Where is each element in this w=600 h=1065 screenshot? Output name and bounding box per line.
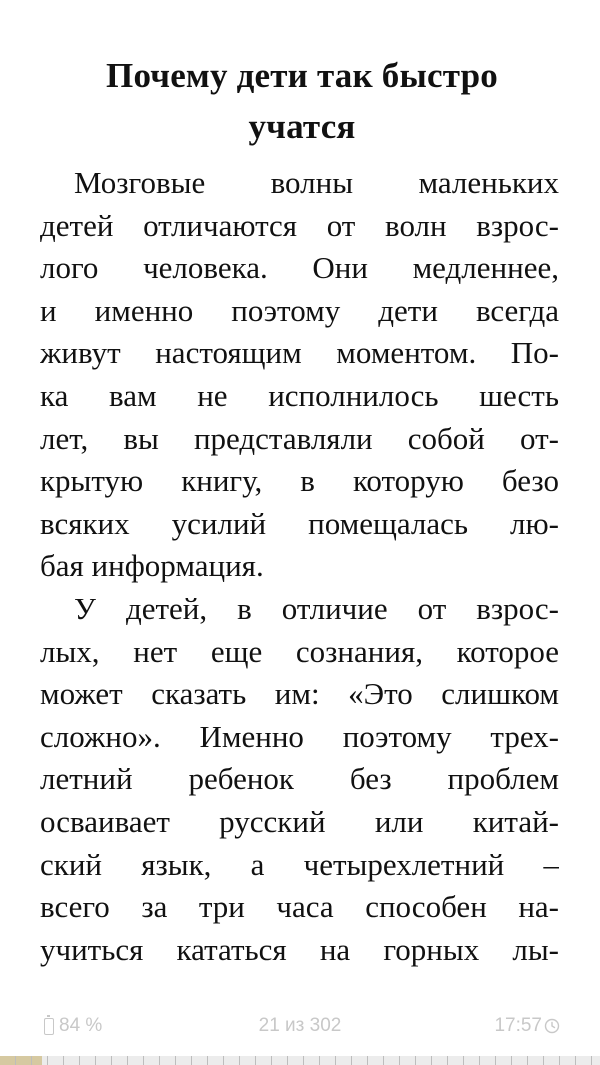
text-line: всего за три часа способен на- [40, 889, 559, 925]
text-line: детей отличаются от волн взрос- [40, 207, 559, 243]
text-line: учиться кататься на горных лы- [40, 931, 559, 967]
chapter-title [40, 50, 564, 152]
text-line: лых, нет еще сознания, которое [40, 633, 559, 669]
reading-progress-bar[interactable] [0, 1056, 600, 1065]
text-line: осваивает русский или китай- [40, 803, 559, 839]
book-text [40, 162, 559, 971]
text-line: лет, вы представляли собой от- [40, 420, 559, 456]
reader-status-bar [0, 1010, 600, 1046]
clock [494, 1015, 560, 1037]
chapter-title-line: учатся [248, 107, 356, 146]
text-line: сложно». Именно поэтому трех- [40, 718, 559, 754]
text-line: лого человека. Они медленнее, [40, 250, 559, 286]
clock-time: 17:57 [494, 1015, 542, 1036]
text-line: летний ребенок без проблем [40, 761, 559, 797]
clock-icon [544, 1018, 560, 1034]
text-line: Мозговые волны маленьких [74, 165, 559, 200]
text-line: и именно поэтому дети всегда [40, 292, 559, 328]
text-line: ка вам не исполнилось шесть [40, 377, 559, 413]
text-line: всяких усилий помещалась лю- [40, 505, 559, 541]
text-line: ский язык, а четырехлетний – [40, 846, 559, 882]
progress-ticks [0, 1056, 600, 1065]
text-line: крытую книгу, в которую безо [40, 463, 559, 499]
chapter-title-line: Почему дети так быстро [106, 56, 498, 95]
text-line: У детей, в отличие от взрос- [74, 590, 559, 626]
page-counter[interactable]: 21 из 302 [258, 1015, 342, 1036]
battery-level: 84 % [59, 1015, 103, 1036]
text-line: бая информация. [40, 548, 264, 584]
text-line: живут настоящим моментом. По- [40, 335, 559, 371]
text-line: может сказать им: «Это слишком [40, 676, 559, 712]
